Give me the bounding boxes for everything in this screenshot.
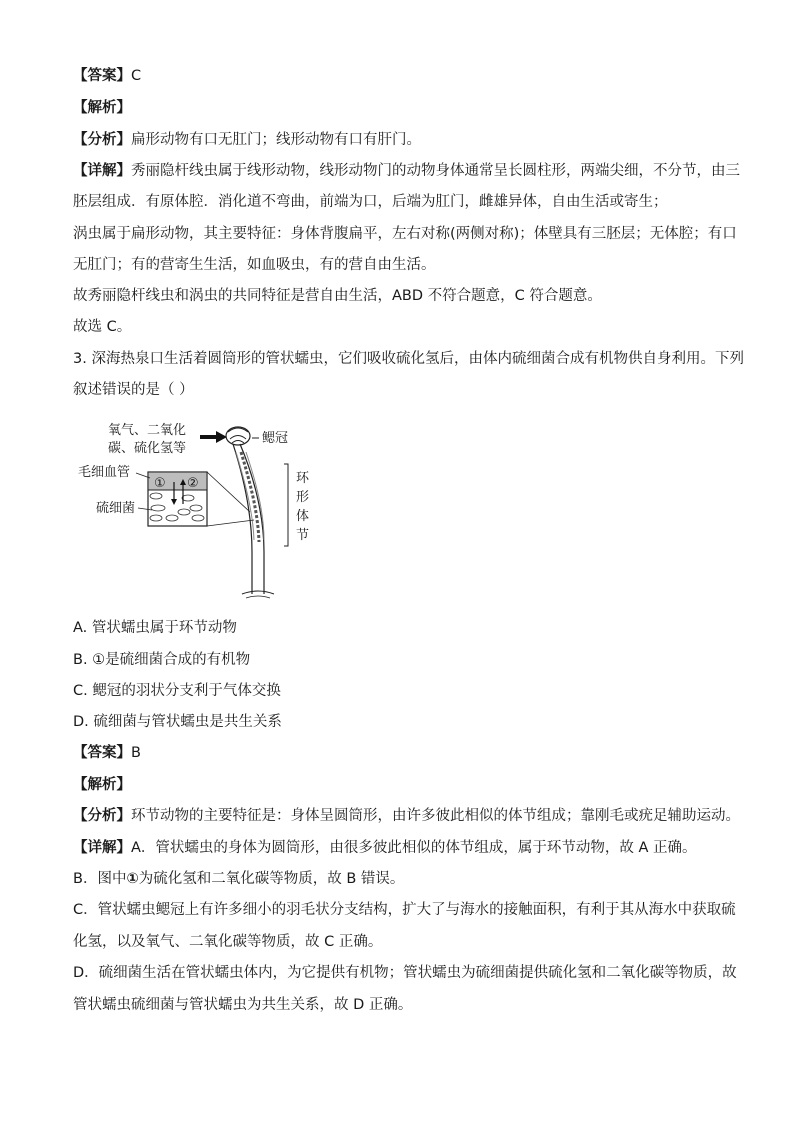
- detail-b-pre: B．图中: [73, 871, 127, 887]
- fenxi-line-1: [73, 130, 421, 150]
- fenxi-line-2: [73, 806, 740, 826]
- detail-line-1: [73, 161, 740, 181]
- tube-body: [233, 444, 274, 598]
- answer-value: B: [131, 745, 141, 761]
- label-gas-1: 氧气、二氧化: [108, 423, 187, 438]
- detail-tag: 【详解】: [73, 840, 131, 856]
- option-b: B. ①是硫细菌合成的有机物: [73, 652, 251, 668]
- analysis-heading-1: [73, 98, 131, 118]
- label-gas-2: 碳、硫化氢等: [108, 441, 187, 456]
- label-ring-3: 体: [296, 509, 310, 524]
- fenxi-tag: 【分析】: [73, 808, 131, 824]
- detail-d-line-1: D．硫细菌生活在管状蠕虫体内，为它提供有机物；管状蠕虫为硫细菌提供硫化氢和二氧化碳等物质，故: [73, 965, 737, 981]
- detail-b-line: [73, 869, 404, 889]
- label-ring-1: 环: [296, 471, 310, 486]
- tube-worm-figure: [70, 412, 350, 608]
- detail-c-line-1: C．管状蠕虫鳃冠上有许多细小的羽毛状分支结构，扩大了与海水的接触面积，有利于其从海水中获取硫: [73, 902, 736, 918]
- detail-line-4: 无肛门；有的营寄生生活，如血吸虫，有的营自由生活。: [73, 257, 436, 273]
- fenxi-text: 扁形动物有口无肛门；线形动物有口有肝门。: [131, 132, 421, 148]
- answer-value: C: [131, 68, 142, 84]
- detail-a-text: A．管状蠕虫的身体为圆筒形，由很多彼此相似的体节组成，属于环节动物，故 A 正确。: [131, 840, 697, 856]
- label-2: ②: [187, 476, 199, 491]
- detail-a-line: [73, 838, 697, 858]
- analysis-tag: 【解析】: [73, 777, 131, 793]
- label-bacteria: 硫细菌: [96, 501, 136, 516]
- option-d: D. 硫细菌与管状蠕虫是共生关系: [73, 714, 282, 730]
- detail-line-2: 胚层组成．有原体腔．消化道不弯曲，前端为口，后端为肛门，雌雄异体，自由生活或寄生；: [73, 194, 668, 210]
- inset-box: [148, 472, 207, 526]
- label-gill: 鳃冠: [262, 431, 289, 446]
- detail-line-3: 涡虫属于扁形动物，其主要特征：身体背腹扁平，左右对称(两侧对称)；体壁具有三胚层；无体腔；有口: [73, 226, 737, 242]
- option-c: C. 鳃冠的羽状分支利于气体交换: [73, 683, 281, 699]
- choose-line: 故选 C。: [73, 319, 132, 335]
- answer-line-2: [73, 743, 141, 763]
- question-stem-line-1: 3. 深海热泉口生活着圆筒形的管状蠕虫，它们吸收硫化氢后，由体内硫细菌合成有机物供自身利用。下列: [73, 351, 744, 367]
- question-stem-line-2: 叙述错误的是（ ）: [73, 382, 194, 398]
- analysis-tag: 【解析】: [73, 100, 131, 116]
- detail-d-line-2: 管状蠕虫硫细菌与管状蠕虫为共生关系，故 D 正确。: [73, 997, 413, 1013]
- detail-line-5: 故秀丽隐杆线虫和涡虫的共同特征是营自由生活，ABD 不符合题意，C 符合题意。: [73, 288, 602, 304]
- detail-b-post: 为硫化氢和二氧化碳等物质，故 B 错误。: [138, 871, 405, 887]
- fenxi-tag: 【分析】: [73, 132, 131, 148]
- detail-tag: 【详解】: [73, 163, 131, 179]
- fenxi-text: 环节动物的主要特征是：身体呈圆筒形，由许多彼此相似的体节组成；靠刚毛或疣足辅助运动。: [131, 808, 740, 824]
- gas-arrow-icon: [200, 431, 227, 443]
- label-ring-4: 节: [296, 528, 310, 543]
- detail-c-line-2: 化氢，以及氧气、二氧化碳等物质，故 C 正确。: [73, 934, 383, 950]
- answer-tag: 【答案】: [73, 68, 131, 84]
- answer-line-1: [73, 66, 141, 86]
- label-capillary: 毛细血管: [78, 465, 131, 480]
- label-1: ①: [154, 476, 166, 491]
- gill-plume: [226, 427, 250, 445]
- detail-text: 秀丽隐杆线虫属于线形动物，线形动物门的动物身体通常呈长圆柱形，两端尖细，不分节，由三: [131, 163, 740, 179]
- option-a: A. 管状蠕虫属于环节动物: [73, 620, 237, 636]
- detail-b-num: ①: [126, 871, 139, 887]
- label-ring-2: 形: [296, 490, 310, 505]
- answer-tag: 【答案】: [73, 745, 131, 761]
- analysis-heading-2: [73, 775, 131, 795]
